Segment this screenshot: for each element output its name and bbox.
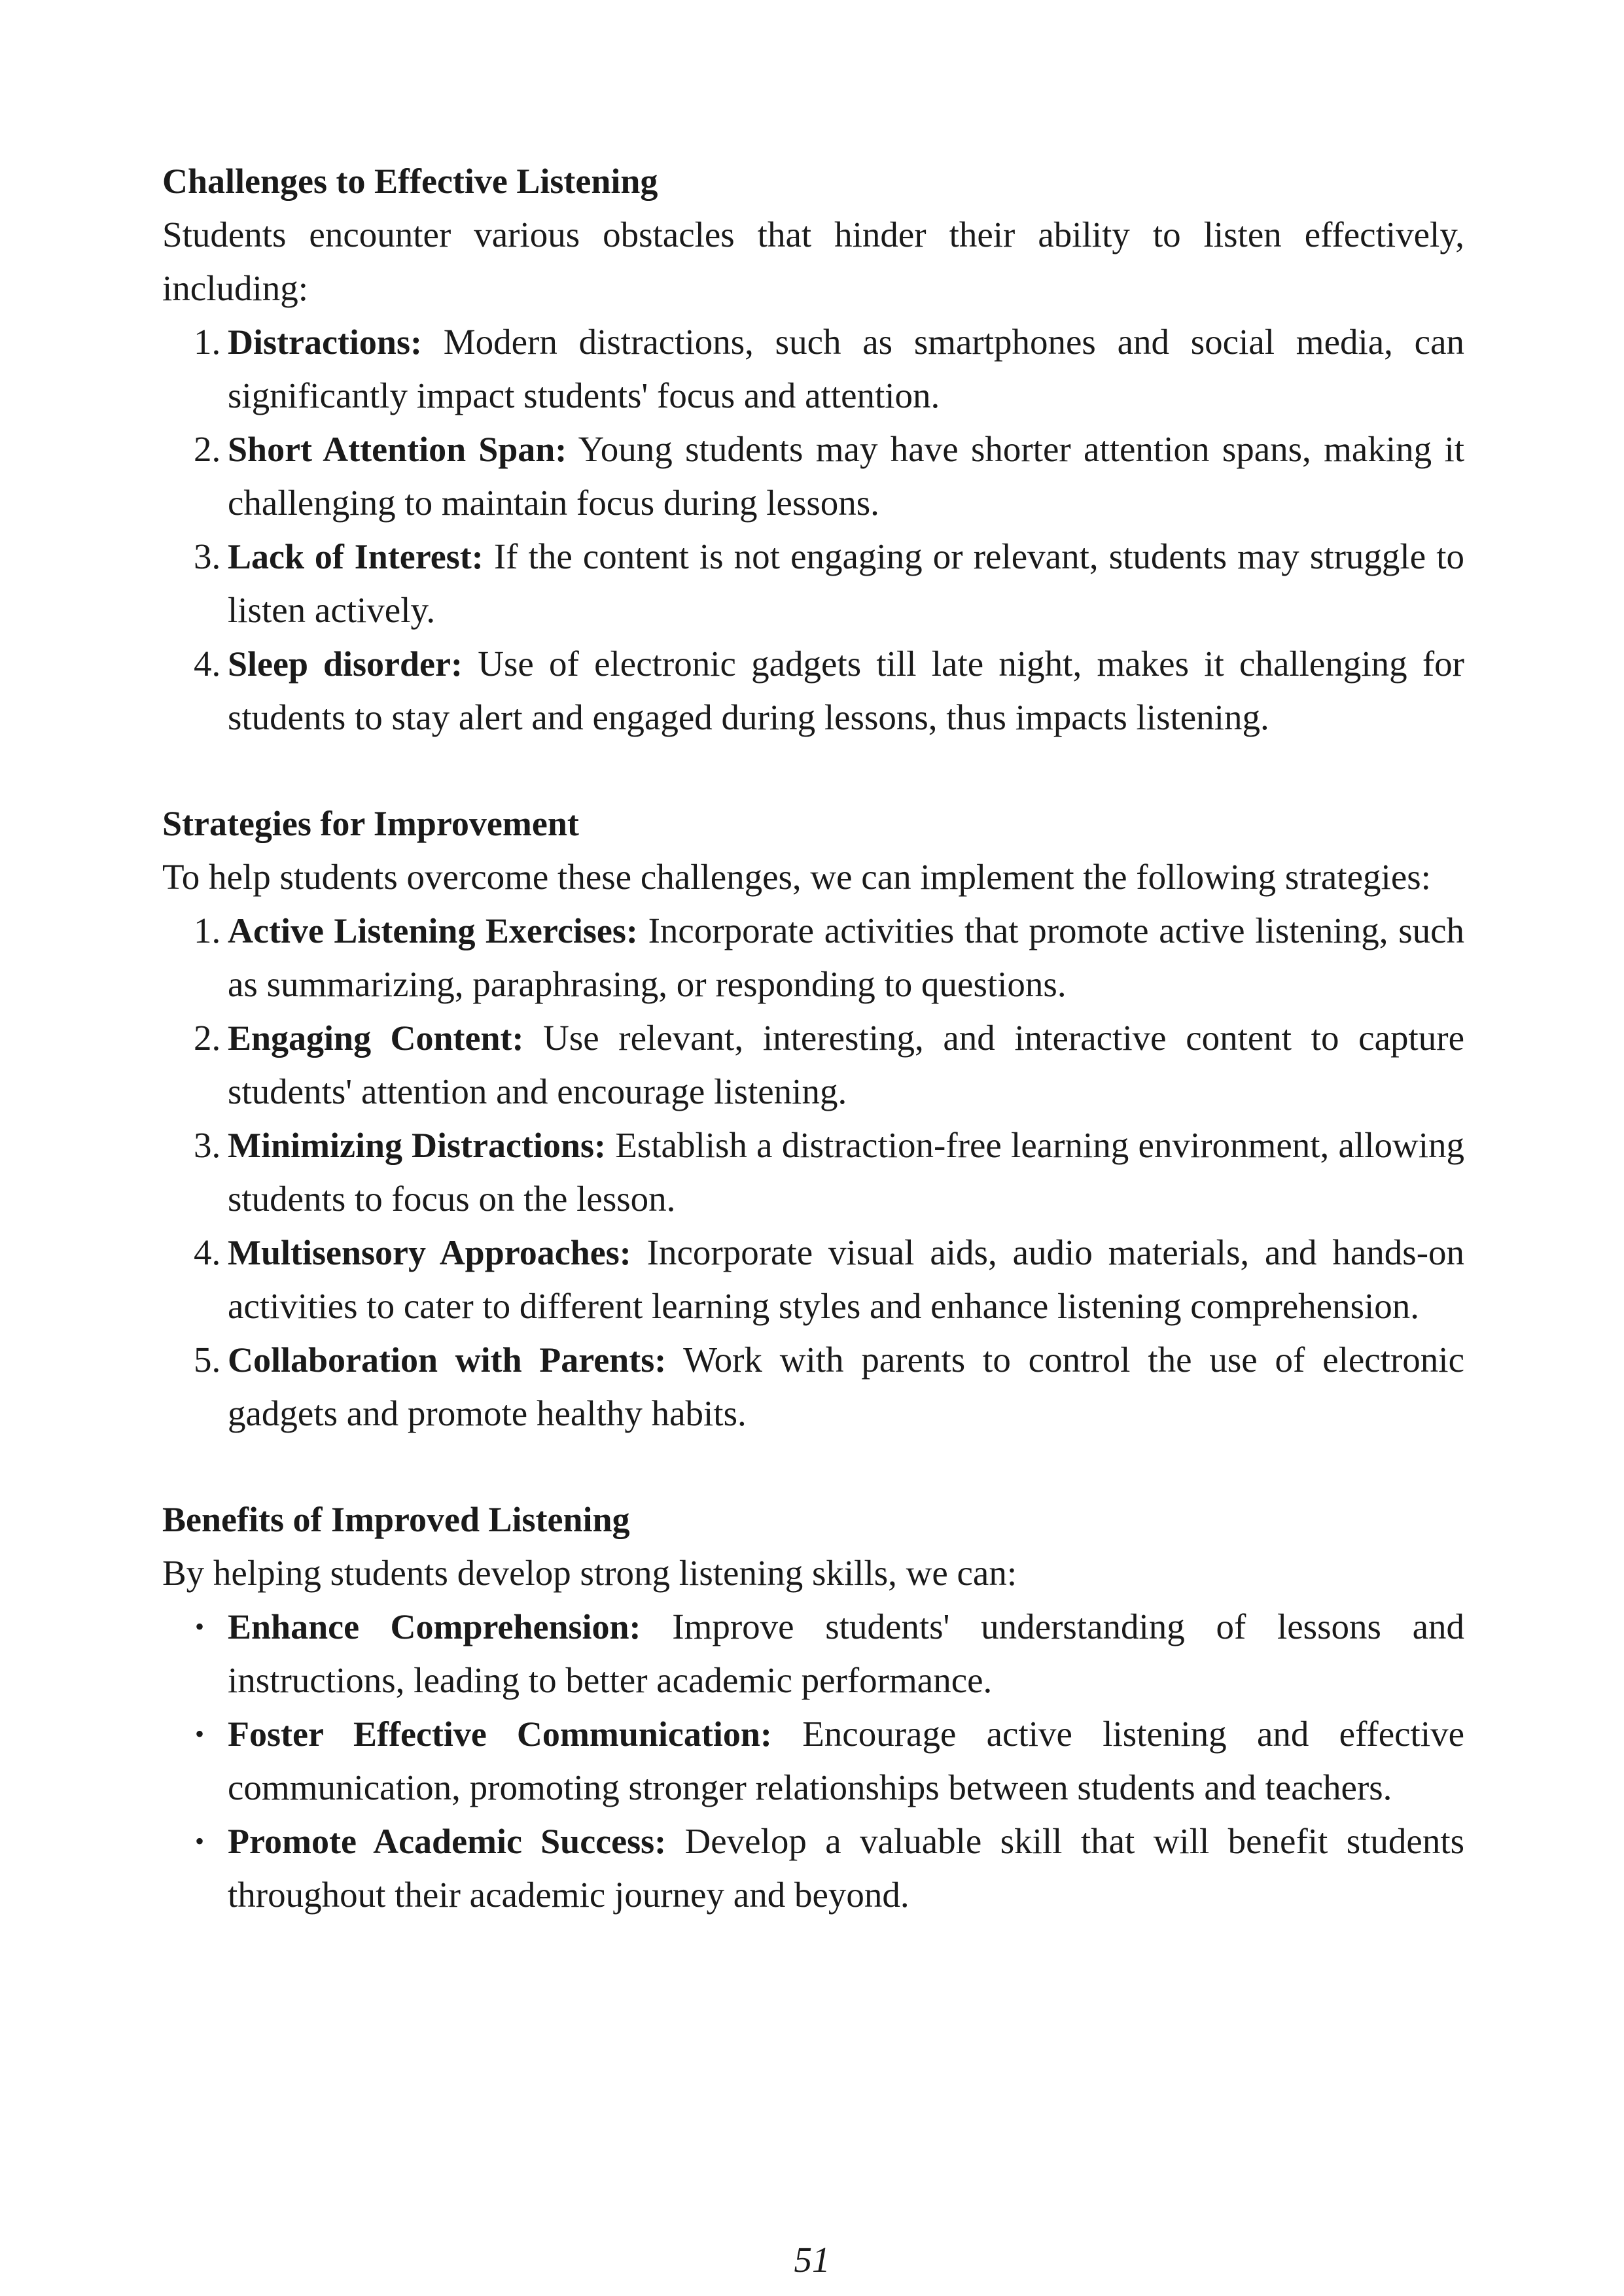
item-term: Collaboration with Parents: — [228, 1340, 667, 1380]
item-text: Incorporate activities that promote active listening, such as summarizing, paraphrasing, or responding to questions. — [228, 911, 1465, 1004]
bullet-icon: • — [195, 1826, 205, 1856]
item-term: Engaging Content: — [228, 1018, 524, 1058]
section-intro: Students encounter various obstacles that hinder their ability to listen effectively, including: — [162, 215, 1464, 308]
item-text: If the content is not engaging or relevant, students may struggle to listen actively. — [228, 536, 1465, 630]
section-challenges — [162, 154, 1464, 744]
item-text: Incorporate visual aids, audio materials, and hands-on activities to cater to different learning styles and enhance listening comprehension. — [228, 1232, 1465, 1326]
numbered-list — [162, 315, 1464, 744]
list-number: 1. — [194, 911, 221, 950]
item-text: Establish a distraction-free learning environment, allowing students to focus on the lesson. — [228, 1125, 1464, 1219]
item-term: Promote Academic Success: — [228, 1822, 667, 1861]
list-number: 3. — [194, 536, 221, 576]
list-item — [162, 1011, 1464, 1119]
section-benefits — [162, 1493, 1464, 1922]
list-item — [162, 1119, 1464, 1226]
item-text: Young students may have shorter attention spans, making it challenging to maintain focus during lessons. — [228, 429, 1465, 523]
list-item — [162, 530, 1464, 637]
list-item — [162, 1226, 1464, 1333]
list-number: 2. — [194, 1018, 221, 1058]
item-text: Work with parents to control the use of electronic gadgets and promote healthy habits. — [228, 1340, 1464, 1433]
page-number: 51 — [794, 2240, 830, 2280]
list-number: 4. — [194, 1232, 221, 1272]
item-term: Distractions: — [228, 322, 422, 362]
list-item — [162, 1815, 1464, 1922]
document-page — [162, 154, 1464, 1974]
list-number: 1. — [194, 322, 221, 362]
section-heading: Strategies for Improvement — [162, 804, 579, 843]
item-term: Lack of Interest: — [228, 537, 484, 576]
section-intro: By helping students develop strong listening skills, we can: — [162, 1553, 1017, 1593]
numbered-list — [162, 904, 1464, 1440]
list-item — [162, 904, 1464, 1011]
item-text: Encourage active listening and effective communication, promoting stronger relationships between students and teachers. — [228, 1714, 1465, 1807]
item-term: Active Listening Exercises: — [228, 911, 638, 950]
item-text: Use relevant, interesting, and interactive content to capture students' attention and encourage listening. — [228, 1018, 1464, 1111]
item-term: Enhance Comprehension: — [228, 1607, 641, 1646]
list-number: 2. — [194, 429, 221, 469]
bullet-icon: • — [195, 1719, 205, 1748]
item-term: Multisensory Approaches: — [228, 1233, 631, 1272]
section-intro: To help students overcome these challenges, we can implement the following strategies: — [162, 857, 1431, 897]
list-item — [162, 315, 1464, 423]
item-term: Foster Effective Communication: — [228, 1714, 772, 1754]
list-item — [162, 1707, 1464, 1815]
section-strategies — [162, 797, 1464, 1440]
item-term: Minimizing Distractions: — [228, 1126, 606, 1165]
list-number: 5. — [194, 1340, 221, 1380]
bullet-icon: • — [195, 1612, 205, 1641]
list-item — [162, 423, 1464, 530]
list-item — [162, 1333, 1464, 1440]
section-heading: Benefits of Improved Listening — [162, 1500, 630, 1539]
list-number: 3. — [194, 1125, 221, 1165]
item-text: Modern distractions, such as smartphones and social media, can significantly impact students' focus and attention. — [228, 322, 1465, 415]
item-text: Improve students' understanding of lessons and instructions, leading to better academic performance. — [228, 1607, 1465, 1700]
list-item — [162, 1600, 1464, 1707]
item-text: Develop a valuable skill that will benefit students throughout their academic journey and beyond. — [228, 1821, 1465, 1915]
item-text: Use of electronic gadgets till late night, makes it challenging for students to stay alert and engaged during lessons, thus impacts listening. — [228, 644, 1464, 737]
item-term: Short Attention Span: — [228, 430, 567, 469]
section-heading: Challenges to Effective Listening — [162, 162, 658, 201]
item-term: Sleep disorder: — [228, 644, 463, 684]
list-item — [162, 637, 1464, 744]
list-number: 4. — [194, 644, 221, 684]
bullet-list — [162, 1600, 1464, 1922]
